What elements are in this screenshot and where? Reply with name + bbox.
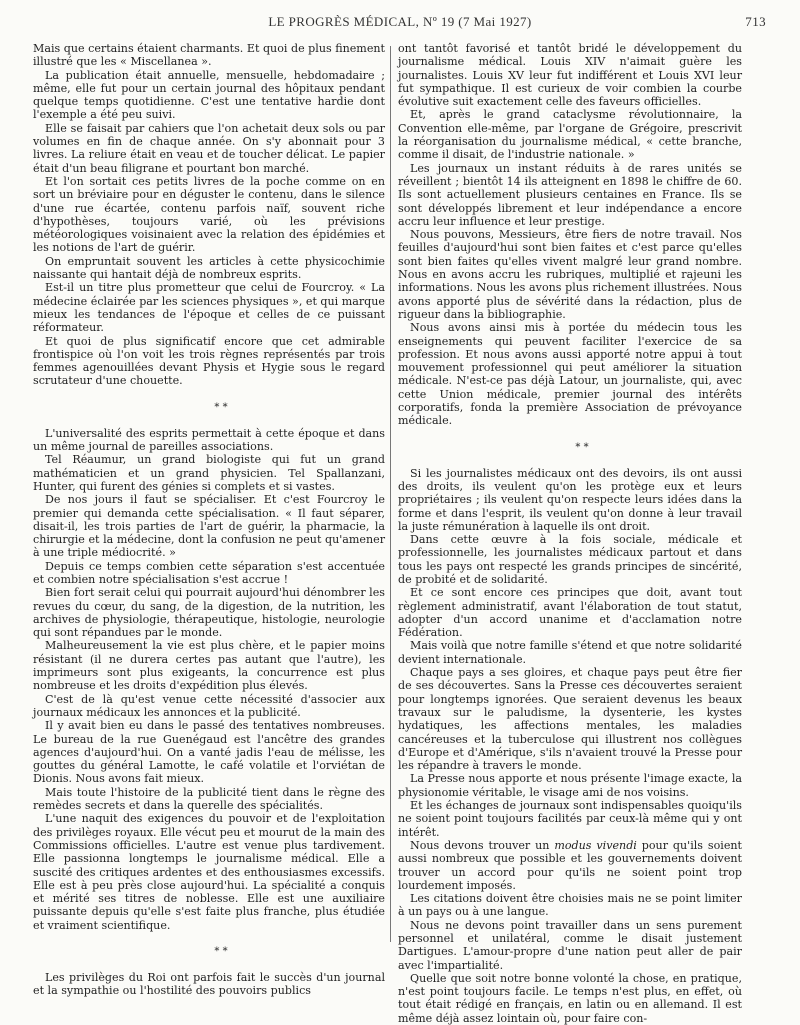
- page-header: [0, 14, 800, 34]
- paragraph: La Presse nous apporte et nous présente l'image exacte, la physionomie véritable, le visage ami de nos voisins.: [398, 772, 742, 799]
- paragraph: Et, après le grand cataclysme révolutionnaire, la Convention elle-même, par l'organe de Grégoire, prescrivit la réorganisation du journalisme médical, « cette branche, comme il disait, de l'industrie nationale. »: [398, 108, 742, 162]
- paragraph: Tel Réaumur, un grand biologiste qui fut un grand mathématicien et un grand physicien. Tel Spallanzani, Hunter, qui furent des génies si complets et si vastes.: [33, 453, 385, 493]
- paragraph: Quelle que soit notre bonne volonté la chose, en pratique, n'est point toujours facile. Le temps n'est plus, en effet, où tout était rédigé en français, en latin ou en allemand. Il est même déjà assez lointain où, pour faire con-: [398, 971, 742, 1025]
- paragraph: Et les échanges de journaux sont indispensables quoiqu'ils ne soient point toujours facilités par ceux-là même qui y ont intérêt.: [398, 799, 742, 839]
- paragraph: Bien fort serait celui qui pourrait aujourd'hui dénombrer les revues du cœur, du sang, de la digestion, de la nutrition, les archives de physiologie, thérapeutique, histologie, neurologie qui sont répandues par le monde.: [33, 586, 385, 640]
- paragraph: La publication était annuelle, mensuelle, hebdomadaire ; même, elle fut pour un certain journal des hôpitaux pendant quelque temps quotidienne. C'est une tentative hardie dont l'exemple a été peu suivi.: [33, 68, 385, 122]
- paragraph: Il y avait bien eu dans le passé des tentatives nombreuses. Le bureau de la rue Guenégaud est l'ancêtre des grandes agences d'aujourd'hui. On a vanté jadis l'eau de mélisse, les gouttes du général Lamotte, le café volatile et l'orviétan de Dionis. Nous avons fait mieux.: [33, 719, 385, 786]
- paragraph: Et ce sont encore ces principes que doit, avant tout règlement administratif, avant l'élaboration de tout statut, adopter d'un accord unanime et d'acclamation notre Fédération.: [398, 586, 742, 640]
- paragraph: Mais toute l'histoire de la publicité tient dans le règne des remèdes secrets et dans la querelle des spécialités.: [33, 785, 385, 813]
- page-number: 713: [745, 14, 766, 29]
- paragraph: Les citations doivent être choisies mais ne se point limiter à un pays ou à une langue.: [398, 892, 742, 919]
- section-separator: * *: [575, 441, 589, 453]
- paragraph: Elle se faisait par cahiers que l'on achetait deux sols ou par volumes en fin de chaque année. On s'y abonnait pour 3 livres. La reliure était en veau et de toucher délicat. Le papier était d'un beau filigrane et pourtant bon marché.: [33, 121, 385, 175]
- paragraph: Les journaux un instant réduits à de rares unités se réveillent ; bientôt 14 ils atteignent en 1898 le chiffre de 60. Ils sont actuellement plusieurs centaines en France. Ils se sont développés librement et leur indépendance a encore accru leur influence et leur prestige.: [398, 161, 742, 228]
- paragraph: Les privilèges du Roi ont parfois fait le succès d'un journal et la sympathie ou l'hostilité des pouvoirs publics: [33, 971, 385, 998]
- paragraph: Mais que certains étaient charmants. Et quoi de plus finement illustré que les « Miscellanea ».: [33, 42, 385, 69]
- paragraph: Chaque pays a ses gloires, et chaque pays peut être fier de ses découvertes. Sans la Presse ces découvertes seraient pour longtemps ignorées. Que seraient devenus les beaux travaux sur le paludisme, la dysenterie, les kystes hydatiques, les affections mentales, les maladies cancéreuses et la tuberculose qui illustrent nos collègues d'Europe et d'Amérique, s'ils n'avaient trouvé la Presse pour les répandre à travers le monde.: [398, 666, 742, 773]
- section-separator: * *: [214, 946, 228, 957]
- paragraph: Nous devons trouver un modus vivendi pour qu'ils soient aussi nombreux que possible et les gouvernements doivent trouver un accord pour qu'ils ne soient point trop lourdement imposés.: [398, 838, 743, 892]
- paragraph: Malheureusement la vie est plus chère, et le papier moins résistant (il ne durera certes pas autant que l'autre), les imprimeurs sont plus exigeants, la concurrence est plus nombreuse et les droits d'expédition plus élevés.: [33, 639, 385, 693]
- italic-phrase: modus vivendi: [554, 838, 637, 852]
- section-separator: * *: [214, 401, 228, 413]
- right-column: [398, 42, 743, 1025]
- paragraph: Nous avons ainsi mis à portée du médecin tous les enseignements qui peuvent faciliter l'exercice de sa profession. Et nous avons aussi apporté notre appui à tout mouvement professionnel qui peut améliorer la situation médicale. N'est-ce pas déjà Latour, un journaliste, qui, avec cette Union médicale, premier journal des intérêts corporatifs, fonda la première Association de prévoyance médicale.: [398, 321, 742, 428]
- paragraph: L'une naquit des exigences du pouvoir et de l'exploitation des privilèges royaux. Elle vécut peu et mourut de la main des Commissions officielles. L'autre est venue plus tardivement. Elle passionna longtemps le journalisme médical. Elle a suscité des critiques ardentes et des enthousiasmes excessifs. Elle est à peu près close aujourd'hui. La spécialité a conquis et mérité ses titres de noblesse. Elle est une auxiliaire puissante depuis qu'elle s'est faite plus franche, plus étudiée et vraiment scientifique.: [33, 812, 385, 932]
- paragraph: Est-il un titre plus prometteur que celui de Fourcroy. « La médecine éclairée par les sciences physiques », et qui marque mieux les tendances de l'époque et celles de ce puissant réformateur.: [33, 281, 385, 335]
- paragraph: Depuis ce temps combien cette séparation s'est accentuée et combien notre spécialisation s'est accrue !: [33, 559, 385, 586]
- paragraph: Si les journalistes médicaux ont des devoirs, ils ont aussi des droits, ils veulent qu'on les protège eux et leurs propriétaires ; ils veulent qu'on respecte leurs idées dans la forme et dans l'esprit, ils veulent qu'on donne à leur travail la juste rémunération à laquelle ils ont droit.: [398, 466, 742, 533]
- paragraph: On empruntait souvent les articles à cette physicochimie naissante qui hantait déjà de nombreux esprits.: [33, 254, 385, 282]
- paragraph: De nos jours il faut se spécialiser. Et c'est Fourcroy le premier qui demanda cette spécialisation. « Il faut séparer, disait-il, les trois parties de l'art de guérir, la pharmacie, la chirurgie et la médecine, dont la confusion ne peut qu'amener à une triple médiocrité. »: [33, 493, 385, 560]
- paragraph: Et l'on sortait ces petits livres de la poche comme on en sort un bréviaire pour en déguster le contenu, dans le silence d'une rue écartée, contenu parfois naïf, souvent riche d'hypothèses, toujours varié, où les prévisions météorologiques voisinaient avec la relation des épidémies et les notions de l'art de guérir.: [33, 174, 385, 255]
- running-title: LE PROGRÈS MÉDICAL, Nº 19 (7 Mai 1927): [268, 14, 532, 29]
- paragraph: Et quoi de plus significatif encore que cet admirable frontispice où l'on voit les trois règnes représentés par trois femmes agenouillées devant Physis et Hygie sous le regard scrutateur d'une chouette.: [33, 334, 385, 388]
- paragraph: L'universalité des esprits permettait à cette époque et dans un même journal de pareilles associations.: [33, 426, 385, 454]
- left-column: [33, 42, 385, 998]
- column-divider: [390, 46, 391, 942]
- paragraph: Nous pouvons, Messieurs, être fiers de notre travail. Nos feuilles d'aujourd'hui sont bien faites et c'est parce qu'elles sont bien faites qu'elles vivent malgré leur grand nombre. Nous en avons accru les rubriques, multiplié et rajeuni les informations. Nous les avons plus richement illustrées. Nous avons apporté plus de sévérité dans la rédaction, plus de rigueur dans la bibliographie.: [398, 228, 742, 321]
- paragraph: C'est de là qu'est venue cette nécessité d'associer aux journaux médicaux les annonces et la publicité.: [33, 692, 385, 719]
- paragraph: ont tantôt favorisé et tantôt bridé le développement du journalisme médical. Louis XIV n'aimait guère les journalistes. Louis XV leur fut indifférent et Louis XVI leur fut sympathique. Il est curieux de voir combien la courbe évolutive suit exactement celle des faveurs officielles.: [398, 42, 742, 109]
- paragraph: Nous ne devons point travailler dans un sens purement personnel et unilatéral, comme le disait justement Dartigues. L'amour-propre d'une nation peut aller de pair avec l'impartialité.: [398, 918, 742, 972]
- paragraph: Dans cette œuvre à la fois sociale, médicale et professionnelle, les journalistes médicaux partout et dans tous les pays ont respecté les grands principes de sincérité, de probité et de solidarité.: [398, 533, 742, 586]
- paragraph: Mais voilà que notre famille s'étend et que notre solidarité devient internationale.: [398, 639, 742, 666]
